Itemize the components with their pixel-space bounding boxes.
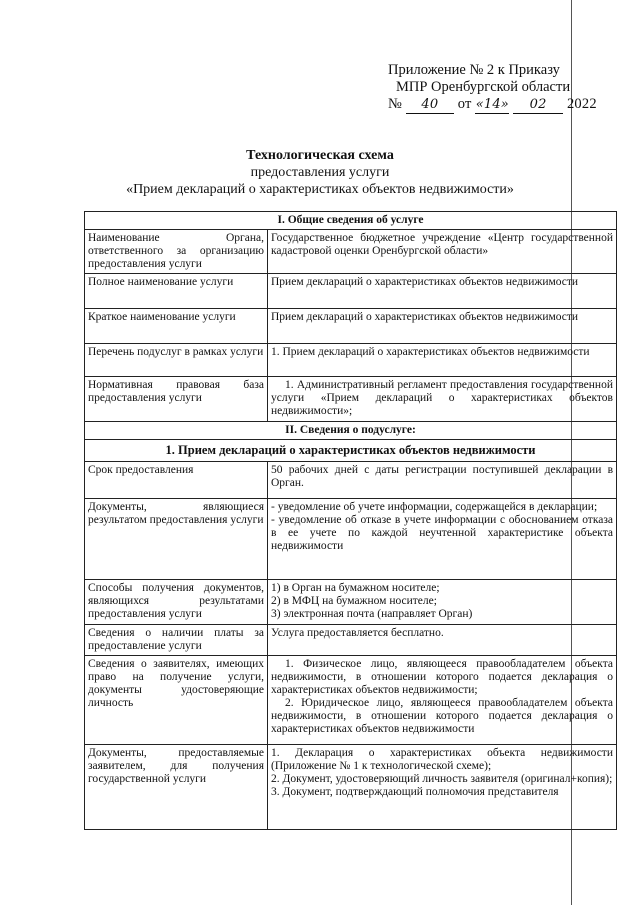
table-row: [85, 580, 617, 625]
value-line: 50 рабочих дней с даты регистрации поступившей декларации в Орган.: [271, 464, 613, 489]
order-number: 40: [406, 96, 454, 114]
table-row: [85, 274, 617, 309]
table-row: [85, 499, 617, 580]
appendix-line-2: МПР Оренбургской области: [396, 79, 571, 95]
row-value: [268, 745, 617, 830]
row-label: Документы, предоставляемые заявителем, для получения государственной услуги: [85, 745, 268, 830]
row-value: 1. Прием деклараций о характеристиках объектов недвижимости: [268, 344, 617, 377]
row-value: [268, 656, 617, 745]
table-row: [85, 309, 617, 344]
order-month: 02: [513, 96, 563, 114]
date-from-label: от: [457, 96, 472, 112]
section-1-header-row: [85, 212, 617, 230]
number-label: №: [388, 96, 403, 112]
row-value: [268, 462, 617, 499]
section-2-header-row: [85, 422, 617, 440]
value-line: 2. Юридическое лицо, являющееся правообладателем объекта недвижимости, в отношении которого подается декларация о характеристиках объектов недвижимости: [271, 697, 613, 735]
row-value: [268, 625, 617, 656]
row-label: Сведения о заявителях, имеющих право на получение услуги, документы удостоверяющие личность: [85, 656, 268, 745]
subservice-header-row: [85, 440, 617, 462]
subservice-heading: 1. Прием деклараций о характеристиках объектов недвижимости: [85, 440, 617, 462]
row-label: Способы получения документов, являющихся результатами предоставления услуги: [85, 580, 268, 625]
value-line: 2. Документ, удостоверяющий личность заявителя (оригинал+копия);: [271, 773, 613, 785]
value-line: - уведомление об учете информации, содержащейся в декларации;: [271, 501, 598, 513]
document-title: [0, 147, 640, 198]
value-line: 3. Документ, подтверждающий полномочия представителя: [271, 786, 559, 798]
row-label: Срок предоставления: [85, 462, 268, 499]
table-row: [85, 656, 617, 745]
value-line: 1. Декларация о характеристиках объекта недвижимости (Приложение № 1 к технологической схеме);: [271, 747, 613, 772]
appendix-line-1: Приложение № 2 к Приказу: [388, 62, 560, 78]
value-line: 3) электронная почта (направляет Орган): [271, 608, 473, 620]
section-1-heading: I. Общие сведения об услуге: [85, 212, 617, 230]
order-day: «14»: [475, 97, 509, 112]
service-scheme-table: [84, 211, 617, 830]
value-line: 2) в МФЦ на бумажном носителе;: [271, 595, 437, 607]
value-line: Услуга предоставляется бесплатно.: [271, 627, 444, 639]
section-2-heading: II. Сведения о подуслуге:: [85, 422, 617, 440]
table-row: [85, 462, 617, 499]
appendix-block: [388, 62, 597, 114]
row-label: Документы, являющиеся результатом предоставления услуги: [85, 499, 268, 580]
table-row: [85, 344, 617, 377]
appendix-line-3: [388, 96, 597, 114]
row-label: Полное наименование услуги: [85, 274, 268, 309]
table-row: [85, 625, 617, 656]
row-label: Нормативная правовая база предоставления услуги: [85, 377, 268, 422]
title-line-3: «Прием деклараций о характеристиках объектов недвижимости»: [126, 182, 514, 197]
row-value: Государственное бюджетное учреждение «Центр государственной кадастровой оценки Оренбургской области»: [268, 230, 617, 274]
value-line: - уведомление об отказе в учете информации с обоснованием отказа в ее учете по каждой неучтенной характеристике объекта недвижимости: [271, 514, 613, 552]
row-label: Перечень подуслуг в рамках услуги: [85, 344, 268, 377]
title-line-1: Технологическая схема: [246, 148, 394, 163]
row-value: [268, 580, 617, 625]
row-value: Прием деклараций о характеристиках объектов недвижимости: [268, 309, 617, 344]
row-label: Сведения о наличии платы за предоставление услуги: [85, 625, 268, 656]
table-row: [85, 377, 617, 422]
row-label: Краткое наименование услуги: [85, 309, 268, 344]
row-value: [268, 499, 617, 580]
row-value: 1. Административный регламент предоставления государственной услуги «Прием деклараций о характеристиках объектов недвижимости»;: [268, 377, 617, 422]
table-row: [85, 745, 617, 830]
row-label: Наименование Органа, ответственного за организацию предоставления услуги: [85, 230, 268, 274]
value-line: 1. Физическое лицо, являющееся правообладателем объекта недвижимости, в отношении которого подается декларация о характеристиках объектов недвижимости;: [271, 658, 613, 696]
row-value: Прием деклараций о характеристиках объектов недвижимости: [268, 274, 617, 309]
value-line: 1) в Орган на бумажном носителе;: [271, 582, 440, 594]
title-line-2: предоставления услуги: [250, 165, 390, 180]
table-row: [85, 230, 617, 274]
order-year: 2022: [566, 96, 597, 112]
